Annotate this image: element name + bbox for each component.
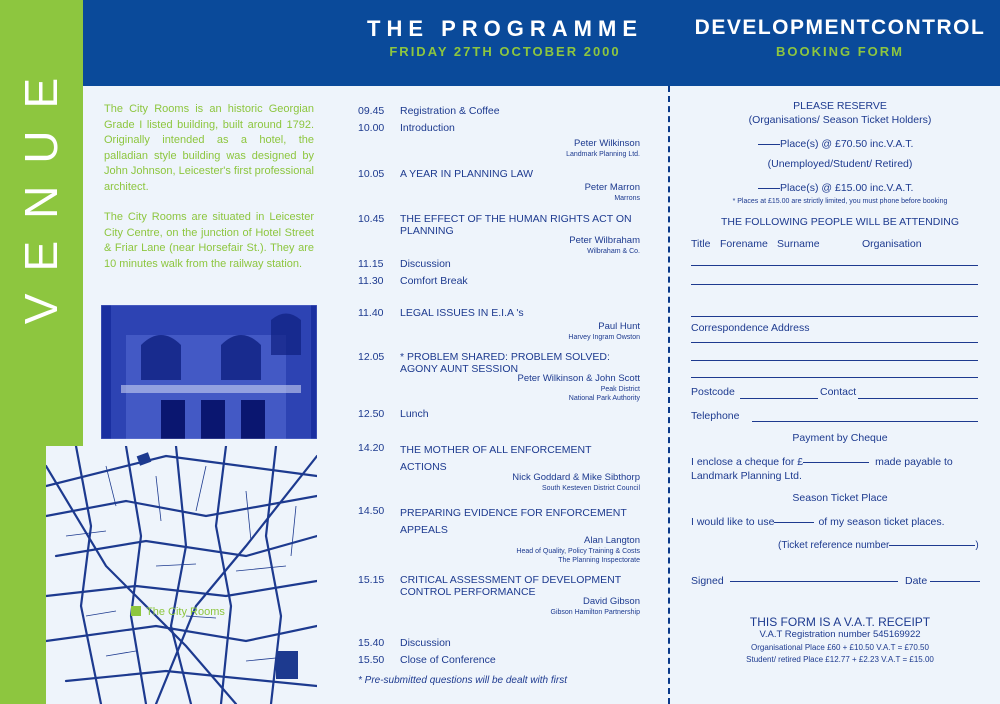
telephone-label: Telephone	[691, 410, 740, 422]
programme-session-title: CRITICAL ASSESSMENT OF DEVELOPMENT CONTROL PERFORMANCE	[400, 574, 621, 598]
programme-session-title: Comfort Break	[400, 275, 468, 287]
form-title: DEVELOPMENTCONTROL	[694, 16, 986, 39]
programme-speaker-org: Marrons	[614, 195, 640, 202]
tear-off-divider	[668, 86, 670, 704]
address-line-1[interactable]	[691, 342, 978, 343]
vat-number: V.A.T Registration number 545169922	[759, 629, 921, 640]
reserve-subheading: (Organisations/ Season Ticket Holders)	[748, 114, 932, 126]
signed-label: Signed	[691, 575, 724, 587]
programme-time: 09.45	[358, 105, 385, 117]
full-place-label: Place(s) @ £70.50 inc.V.A.T.	[780, 138, 914, 150]
programme-speaker-org: The Planning Inspectorate	[558, 557, 640, 564]
programme-session-title: THE MOTHER OF ALL ENFORCEMENT ACTIONS	[400, 444, 592, 473]
programme-speaker: Nick Goddard & Mike Sibthorp	[512, 472, 640, 483]
col-organisation: Organisation	[862, 238, 922, 250]
cheque-suffix: made payable to	[875, 456, 953, 468]
contact-field[interactable]	[858, 398, 978, 399]
concession-qty-field[interactable]	[758, 188, 780, 189]
venue-description: The City Rooms is an historic Georgian Grade I listed building, built around 1792. Originally intended as a hotel, the palladian style building was designed by John Johnson, Leicester's first professional architect.	[104, 103, 314, 193]
ticket-ref-label: (Ticket reference number	[778, 540, 890, 551]
building-photo-graphic	[101, 305, 317, 439]
date-label: Date	[905, 575, 928, 587]
cheque-prefix: I enclose a cheque for £	[691, 456, 804, 468]
col-forename: Forename	[720, 238, 768, 250]
vat-student-line: Student/ retired Place £12.77 + £2.23 V.A.T = £15.00	[746, 655, 934, 664]
programme-session-title: Lunch	[400, 408, 429, 420]
signature-field[interactable]	[730, 581, 898, 582]
concession-heading: (Unemployed/Student/ Retired)	[767, 158, 913, 170]
ticket-ref-row	[778, 540, 979, 551]
programme-time: 10.05	[358, 168, 385, 180]
programme-speaker-org: South Kesteven District Council	[541, 485, 640, 492]
programme-time: 15.15	[358, 574, 385, 586]
programme-speaker: Peter Wilkinson & John Scott	[517, 373, 640, 384]
programme-time: 10.45	[358, 213, 385, 225]
form-subtitle: BOOKING FORM	[776, 44, 904, 59]
programme-session-title: PREPARING EVIDENCE FOR ENFORCEMENT APPEALS	[400, 507, 627, 536]
contact-label: Contact	[820, 386, 857, 398]
street-map-graphic	[46, 446, 317, 704]
programme-time: 15.40	[358, 637, 385, 649]
programme-title: THE PROGRAMME	[367, 16, 643, 41]
payee-text: Landmark Planning Ltd.	[691, 470, 802, 482]
address-line-2[interactable]	[691, 360, 978, 361]
programme-time: 10.00	[358, 122, 385, 134]
vat-org-line: Organisational Place £60 + £10.50 V.A.T = £70.50	[751, 643, 929, 652]
programme-time: 12.05	[358, 351, 385, 363]
programme-session-title: Discussion	[400, 258, 451, 270]
programme-speaker: Paul Hunt	[598, 321, 640, 332]
programme-session-title: * PROBLEM SHARED: PROBLEM SOLVED: AGONY AUNT SESSION	[400, 351, 610, 375]
programme-speaker: Peter Marron	[584, 182, 640, 193]
full-place-row	[758, 138, 913, 150]
full-place-qty-field[interactable]	[758, 144, 780, 145]
cheque-amount-field[interactable]	[803, 462, 869, 463]
programme-session-title: Introduction	[400, 122, 455, 134]
programme-speaker-org: Gibson Hamilton Partnership	[550, 609, 640, 616]
programme-date: FRIDAY 27TH OCTOBER 2000	[389, 44, 621, 59]
col-surname: Surname	[777, 238, 820, 250]
programme-time: 14.50	[358, 505, 385, 517]
season-prefix: I would like to use	[691, 516, 775, 528]
header-bar	[83, 0, 1000, 86]
postcode-label: Postcode	[691, 386, 735, 398]
programme-time: 11.30	[358, 275, 384, 287]
programme-note: * Pre-submitted questions will be dealt with first	[358, 675, 567, 686]
season-heading: Season Ticket Place	[792, 492, 888, 504]
ticket-ref-close: )	[975, 540, 979, 551]
address-line-3[interactable]	[691, 377, 978, 378]
programme-session-title: Discussion	[400, 637, 451, 649]
vat-heading: THIS FORM IS A V.A.T. RECEIPT	[749, 615, 931, 629]
programme-session-title: THE EFFECT OF THE HUMAN RIGHTS ACT ON PLANNING	[400, 213, 632, 237]
payment-heading: Payment by Cheque	[792, 432, 888, 444]
programme-speaker-org: Landmark Planning Ltd.	[566, 151, 640, 158]
cheque-row	[691, 456, 953, 468]
programme-time: 15.50	[358, 654, 385, 666]
please-reserve-heading: PLEASE RESERVE	[793, 100, 887, 112]
attendee-line-2[interactable]	[691, 284, 978, 285]
programme-speaker-org: Wilbraham & Co.	[587, 248, 640, 255]
programme-speaker: Peter Wilkinson	[574, 138, 640, 149]
programme-time: 11.40	[358, 307, 384, 319]
programme-speaker: David Gibson	[582, 596, 640, 607]
season-qty-field[interactable]	[774, 522, 814, 523]
street-map	[46, 446, 317, 704]
concession-note: * Places at £15.00 are strictly limited, you must phone before booking	[732, 198, 948, 205]
programme-speaker-org: Head of Quality, Policy Training & Costs	[516, 548, 640, 555]
programme-speaker-org: Harvey Ingram Owston	[568, 334, 640, 341]
date-field[interactable]	[930, 581, 980, 582]
building-photo	[101, 305, 317, 439]
venue-side-title-wrap	[0, 0, 83, 380]
programme-speaker-org: National Park Authority	[568, 395, 640, 402]
concession-place-row	[758, 182, 913, 194]
programme-session-title: Close of Conference	[400, 654, 496, 666]
season-row	[691, 516, 945, 528]
correspondence-label: Correspondence Address	[691, 322, 810, 334]
ticket-ref-field[interactable]	[889, 545, 975, 546]
programme-time: 14.20	[358, 442, 385, 454]
venue-side-title: VENUE	[15, 55, 68, 325]
concession-place-label: Place(s) @ £15.00 inc.V.A.T.	[780, 182, 914, 194]
programme-session-title: LEGAL ISSUES IN E.I.A 's	[400, 307, 524, 319]
telephone-field[interactable]	[752, 421, 978, 422]
programme-speaker-org: Peak District	[600, 386, 640, 393]
attendee-line-1[interactable]	[691, 265, 978, 266]
programme-speaker: Peter Wilbraham	[569, 235, 640, 246]
postcode-field[interactable]	[740, 398, 818, 399]
venue-location: The City Rooms are situated in Leicester City Centre, on the junction of Hotel Street & Friar Lane (near Horsefair St.). They are 10 minutes walk from the railway station.	[104, 211, 314, 270]
season-suffix: of my season ticket places.	[818, 516, 945, 528]
programme-session-title: A YEAR IN PLANNING LAW	[400, 168, 534, 180]
attending-heading: THE FOLLOWING PEOPLE WILL BE ATTENDING	[720, 216, 960, 228]
programme-time: 12.50	[358, 408, 385, 420]
programme-speaker: Alan Langton	[584, 535, 640, 546]
map-venue-label: The City Rooms	[146, 606, 225, 618]
col-title: Title	[691, 238, 711, 250]
programme-session-title: Registration & Coffee	[400, 105, 500, 117]
programme-time: 11.15	[358, 258, 384, 270]
attendee-line-3[interactable]	[691, 316, 978, 317]
